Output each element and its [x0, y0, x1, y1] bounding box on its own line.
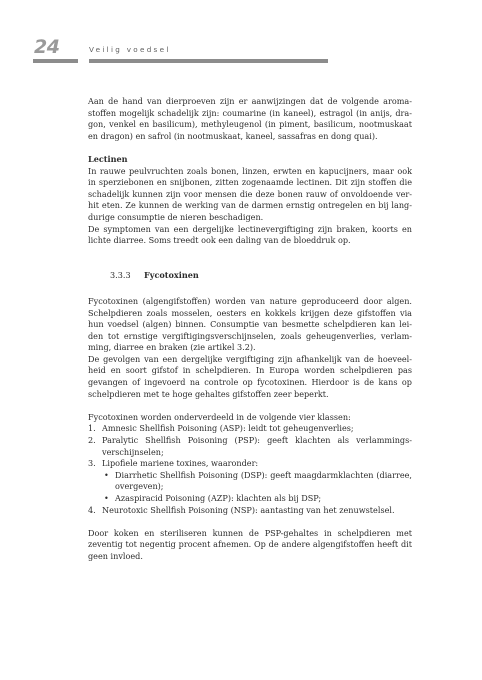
lectinen-paragraph-2: De symptomen van een dergelijke lectinevergiftiging zijn braken, koorts en lichte diarree. Soms treedt ook een daling van de bloeddruk op. [88, 223, 412, 246]
list-item [88, 458, 412, 504]
page-body [88, 96, 412, 563]
sublist [102, 470, 412, 505]
running-head: Veilig voedsel [89, 45, 171, 54]
list-item-text: Amnesic Shellfish Poisoning (ASP): leidt tot geheugenverlies; [102, 423, 354, 434]
list-item-number: 2. [88, 435, 96, 446]
sublist-item [102, 493, 412, 505]
lectinen-paragraph-1: In rauwe peulvruchten zoals bonen, linzen, erwten en kapucijners, maar ook in sperziebonen en snijbonen, zitten zogenaamde lectinen. Dit zijn stoffen die schadelijk kunnen zijn voor mensen die deze bonen rauw of onvoldoende verhit eten. Ze kunnen de werking van de darmen ernstig ontregelen en bij langdurige consumptie de nieren beschadigen. [88, 165, 412, 222]
list-item-number: 1. [88, 423, 96, 434]
section-number: 3.3.3 [110, 270, 131, 281]
list-item-number: 4. [88, 504, 96, 515]
list-item [88, 423, 412, 435]
fyco-paragraph-2: De gevolgen van een dergelijke vergiftiging zijn afhankelijk van de hoeveelheid en soort gifstof in schelpdieren. In Europa worden schelpdieren pas gevangen of ingevoerd na controle op fycotoxinen. Hierdoor is de kans op schelpdieren met te hoge gehaltes gifstoffen zeer beperkt. [88, 353, 412, 399]
sublist-item-text: Diarrhetic Shellfish Poisoning (DSP): geeft maagdarmklachten (diarree, overgeven); [115, 469, 412, 492]
lectinen-heading: Lectinen [88, 153, 128, 164]
list-item-text: Lipofiele mariene toxines, waaronder: [102, 458, 259, 469]
header-rule-short [33, 59, 78, 63]
list-item [88, 505, 412, 517]
list-item-text: Paralytic Shellfish Poisoning (PSP): geeft klachten als verlammingsverschijnselen; [102, 435, 412, 457]
list-item [88, 435, 412, 458]
classes-list [88, 423, 412, 516]
bullet-icon: • [104, 493, 109, 503]
header-rule-long [89, 59, 328, 63]
section-title: Fycotoxinen [144, 270, 199, 281]
sublist-item-text: Azaspiracid Poisoning (AZP): klachten als bij DSP; [115, 493, 322, 503]
list-item-text: Neurotoxic Shellfish Poisoning (NSP): aantasting van het zenuwstelsel. [102, 504, 395, 515]
closing-paragraph: Door koken en steriliseren kunnen de PSP-gehaltes in schelpdieren met zeventig tot negentig procent afnemen. Op de andere algengifstoffen heeft dit geen invloed. [88, 527, 412, 561]
classes-intro: Fycotoxinen worden onderverdeeld in de volgende vier klassen: [88, 411, 351, 422]
page-number: 24 [34, 36, 60, 58]
list-item-number: 3. [88, 458, 96, 469]
intro-paragraph: Aan de hand van dierproeven zijn er aanwijzingen dat de volgende aromastoffen mogelijk schadelijk zijn: coumarine (in kaneel), estragol (in anijs, dragon, venkel en basilicum), methyleugenol (in piment, basilicum, nootmuskaat en dragon) en safrol (in nootmuskaat, kaneel, sassafras en dong quai). [88, 96, 412, 141]
sublist-item [102, 470, 412, 493]
section-heading [88, 258, 412, 282]
bullet-icon: • [104, 469, 109, 480]
fyco-paragraph-1: Fycotoxinen (algengifstoffen) worden van nature geproduceerd door algen. Schelpdieren zoals mosselen, oesters en kokkels krijgen deze gifstoffen via hun voedsel (algen) binnen. Consumptie van besmette schelpdieren kan leiden tot ernstige vergiftigingsverschijnselen, zoals geheugenverlies, verlamming, diarree en braken (zie artikel 3.2). [88, 295, 412, 353]
